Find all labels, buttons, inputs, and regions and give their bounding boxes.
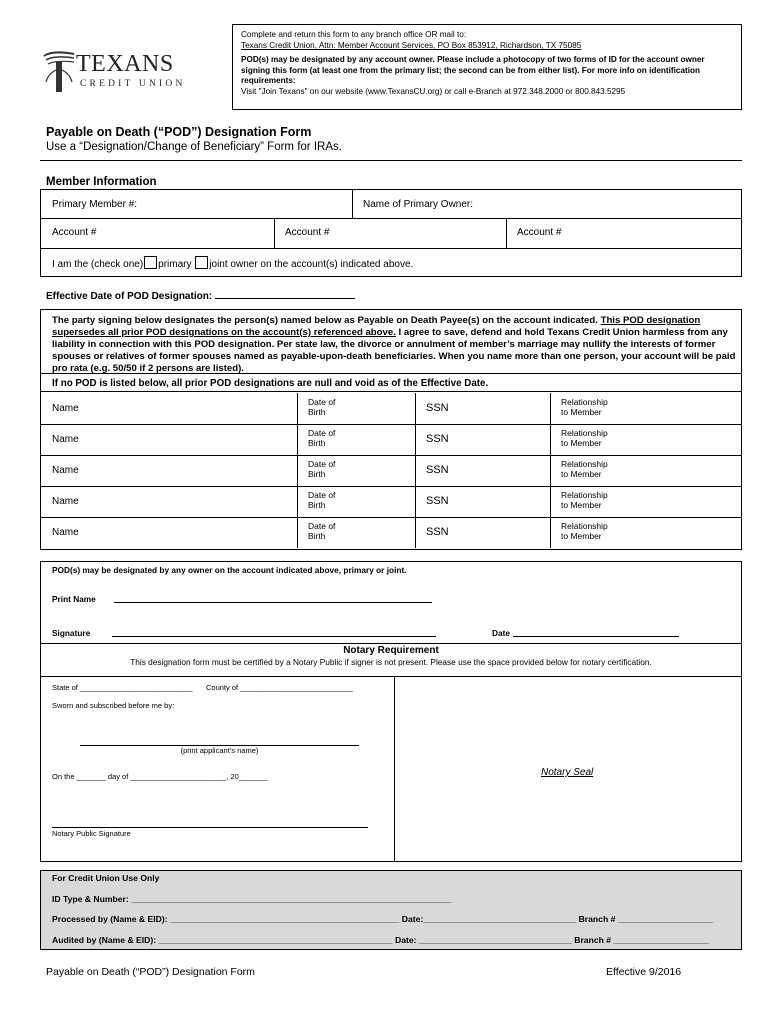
notary-date-field[interactable]: On the _______ day of _______________________, 20_______ bbox=[52, 772, 269, 781]
cell-divider bbox=[415, 486, 416, 517]
dob-label-2: Birth bbox=[308, 438, 326, 448]
cell-divider bbox=[415, 393, 416, 424]
texans-logo bbox=[42, 48, 197, 96]
row-divider bbox=[41, 643, 741, 644]
mail-address: Texans Credit Union, Attn: Member Account Services, PO Box 853912, Richardson, TX 75085 bbox=[241, 40, 582, 50]
notary-divider bbox=[394, 676, 395, 862]
cell-divider bbox=[550, 424, 551, 455]
dob-label-2: Birth bbox=[308, 500, 326, 510]
dob-label-1: Date of bbox=[308, 521, 336, 531]
form-subtitle: Use a “Designation/Change of Beneficiary” Form for IRAs. bbox=[46, 141, 342, 153]
signature-box bbox=[40, 561, 742, 862]
print-name-label: Print Name bbox=[52, 594, 96, 604]
rel-label-2: to Member bbox=[561, 438, 602, 448]
row-divider bbox=[41, 391, 741, 392]
joint-label: joint owner on the account(s) indicated above. bbox=[209, 259, 414, 270]
account-field-1[interactable]: Account # bbox=[52, 227, 97, 238]
beneficiary-row bbox=[41, 517, 741, 548]
dob-field[interactable] bbox=[308, 521, 335, 541]
signature-line[interactable] bbox=[112, 636, 436, 637]
owner-type-label: I am the (check one) bbox=[52, 259, 144, 270]
logo-subtitle: CREDIT UNION bbox=[80, 79, 186, 89]
dob-field[interactable] bbox=[308, 459, 335, 479]
rel-label-2: to Member bbox=[561, 469, 602, 479]
row-divider bbox=[41, 676, 741, 677]
ssn-field[interactable]: SSN bbox=[426, 495, 449, 507]
notary-heading: Notary Requirement bbox=[343, 645, 439, 656]
cu-use-heading: For Credit Union Use Only bbox=[52, 873, 160, 883]
rel-label-1: Relationship bbox=[561, 459, 608, 469]
mailing-instructions-box bbox=[232, 24, 742, 110]
name-field[interactable]: Name bbox=[52, 434, 79, 445]
cell-divider bbox=[550, 486, 551, 517]
state-field[interactable]: State of ___________________________ bbox=[52, 683, 193, 692]
cell-divider bbox=[297, 517, 298, 548]
dob-label-1: Date of bbox=[308, 490, 336, 500]
beneficiary-row bbox=[41, 455, 741, 486]
dob-label-1: Date of bbox=[308, 397, 336, 407]
primary-label: primary bbox=[158, 259, 192, 270]
title-divider bbox=[40, 160, 742, 161]
footer-form-name: Payable on Death (“POD”) Designation Form bbox=[46, 966, 255, 978]
row-divider bbox=[41, 248, 741, 249]
dob-label-1: Date of bbox=[308, 459, 336, 469]
ssn-field[interactable]: SSN bbox=[426, 433, 449, 445]
pod-terms-part1: The party signing below designates the person(s) named below as Payable on Death Payee(s) on the account indicated. bbox=[52, 315, 601, 326]
row-divider bbox=[41, 373, 741, 374]
effective-date-label: Effective Date of POD Designation: bbox=[46, 291, 213, 302]
credit-union-use-box bbox=[40, 870, 742, 950]
beneficiary-row bbox=[41, 424, 741, 455]
relationship-field[interactable] bbox=[561, 397, 608, 417]
rel-label-1: Relationship bbox=[561, 490, 608, 500]
dob-label-2: Birth bbox=[308, 469, 326, 479]
pod-terms-part2: I agree to save, defend and hold Texans Credit Union harmless from any liability in connection with this POD designation. Per state law, the divorce or annulment of member’s marriage may nullify the interests of former spouses or relatives of former spouses named as payable-upon-death beneficiaries. When you name more than one person, your account will be paid pro rata (e.g. 50/50 if 2 persons are listed). bbox=[52, 327, 736, 374]
rel-label-2: to Member bbox=[561, 407, 602, 417]
rel-label-2: to Member bbox=[561, 531, 602, 541]
id-type-field[interactable]: ID Type & Number: ___________________________________________________________________ bbox=[52, 894, 452, 904]
signature-label: Signature bbox=[52, 628, 91, 638]
ssn-field[interactable]: SSN bbox=[426, 402, 449, 414]
date-label: Date bbox=[492, 628, 510, 638]
cell-divider bbox=[352, 190, 353, 218]
id-requirements: POD(s) may be designated by any account owner. Please include a photocopy of two forms of ID for the account owner signing this form (at least one from the primary list; the second can be from either list). For more info on identification requirements: bbox=[241, 55, 705, 86]
ssn-field[interactable]: SSN bbox=[426, 526, 449, 538]
cell-divider bbox=[506, 218, 507, 248]
form-title: Payable on Death (“POD”) Designation Form bbox=[46, 125, 312, 139]
notary-signature-line[interactable] bbox=[52, 827, 368, 828]
cell-divider bbox=[297, 393, 298, 424]
cell-divider bbox=[297, 486, 298, 517]
rel-label-1: Relationship bbox=[561, 428, 608, 438]
cell-divider bbox=[415, 455, 416, 486]
effective-date-line[interactable] bbox=[46, 291, 355, 302]
relationship-field[interactable] bbox=[561, 428, 608, 448]
date-line[interactable] bbox=[513, 636, 679, 637]
audited-by-field[interactable]: Audited by (Name & EID): _________________________________________________ Date: ________________________________ Branch # ____________________ bbox=[52, 935, 710, 945]
dob-field[interactable] bbox=[308, 397, 335, 417]
member-info-table bbox=[40, 189, 742, 277]
notary-seal-label: Notary Seal bbox=[541, 767, 594, 778]
name-field[interactable]: Name bbox=[52, 465, 79, 476]
name-field[interactable]: Name bbox=[52, 527, 79, 538]
member-info-heading: Member Information bbox=[46, 176, 157, 188]
notary-description: This designation form must be certified by a Notary Public if signer is not present. Please use the space provided below for notary certification. bbox=[130, 657, 652, 667]
account-field-2[interactable]: Account # bbox=[285, 227, 330, 238]
primary-checkbox[interactable] bbox=[144, 256, 157, 269]
logo-mark-icon bbox=[42, 50, 76, 94]
cell-divider bbox=[415, 517, 416, 548]
mail-intro: Complete and return this form to any branch office OR mail to: bbox=[241, 30, 467, 39]
print-applicant-label: (print applicant’s name) bbox=[180, 746, 259, 755]
dob-label-2: Birth bbox=[308, 531, 326, 541]
cell-divider bbox=[550, 517, 551, 548]
cell-divider bbox=[297, 424, 298, 455]
rel-label-2: to Member bbox=[561, 500, 602, 510]
primary-member-field[interactable]: Primary Member #: bbox=[52, 199, 138, 210]
dob-field[interactable] bbox=[308, 490, 335, 510]
cell-divider bbox=[550, 393, 551, 424]
relationship-field[interactable] bbox=[561, 490, 608, 510]
relationship-field[interactable] bbox=[561, 459, 608, 479]
owner-type-line bbox=[52, 256, 413, 270]
signature-note: POD(s) may be designated by any owner on the account indicated above, primary or joint. bbox=[52, 565, 407, 575]
dob-label-1: Date of bbox=[308, 428, 336, 438]
effective-date-blank[interactable] bbox=[215, 291, 355, 299]
logo-wordmark: TEXANS bbox=[76, 51, 174, 77]
notary-signature-label: Notary Public Signature bbox=[52, 829, 131, 838]
rel-label-1: Relationship bbox=[561, 521, 608, 531]
pod-terms bbox=[52, 315, 737, 375]
cell-divider bbox=[415, 424, 416, 455]
dob-label-2: Birth bbox=[308, 407, 326, 417]
print-name-line[interactable] bbox=[114, 602, 432, 603]
contact-info: Visit "Join Texans" on our website (www.TexansCU.org) or call e-Branch at 972.348.2000 or 800.843.5295 bbox=[241, 86, 626, 96]
relationship-field[interactable] bbox=[561, 521, 608, 541]
cell-divider bbox=[297, 455, 298, 486]
footer-effective-date: Effective 9/2016 bbox=[606, 966, 682, 978]
joint-checkbox[interactable] bbox=[195, 256, 208, 269]
ssn-field[interactable]: SSN bbox=[426, 464, 449, 476]
account-field-3[interactable]: Account # bbox=[517, 227, 562, 238]
null-void-note: If no POD is listed below, all prior POD designations are null and void as of the Effective Date. bbox=[52, 378, 489, 389]
pod-designation-box bbox=[40, 309, 742, 550]
cell-divider bbox=[274, 218, 275, 248]
dob-field[interactable] bbox=[308, 428, 335, 448]
rel-label-1: Relationship bbox=[561, 397, 608, 407]
cell-divider bbox=[550, 455, 551, 486]
row-divider bbox=[41, 218, 741, 219]
primary-owner-field[interactable]: Name of Primary Owner: bbox=[363, 199, 474, 210]
name-field[interactable]: Name bbox=[52, 403, 79, 414]
name-field[interactable]: Name bbox=[52, 496, 79, 507]
county-field[interactable]: County of ___________________________ bbox=[206, 683, 353, 692]
processed-by-field[interactable]: Processed by (Name & EID): ________________________________________________ Date:________________________________ Branch # ____________________ bbox=[52, 914, 714, 924]
beneficiary-row bbox=[41, 486, 741, 517]
sworn-label: Sworn and subscribed before me by: bbox=[52, 701, 175, 710]
beneficiary-row bbox=[41, 393, 741, 424]
pod-terms-underlined: This POD designation supersedes all prior POD designations on the account(s) referenced above. bbox=[52, 315, 701, 338]
